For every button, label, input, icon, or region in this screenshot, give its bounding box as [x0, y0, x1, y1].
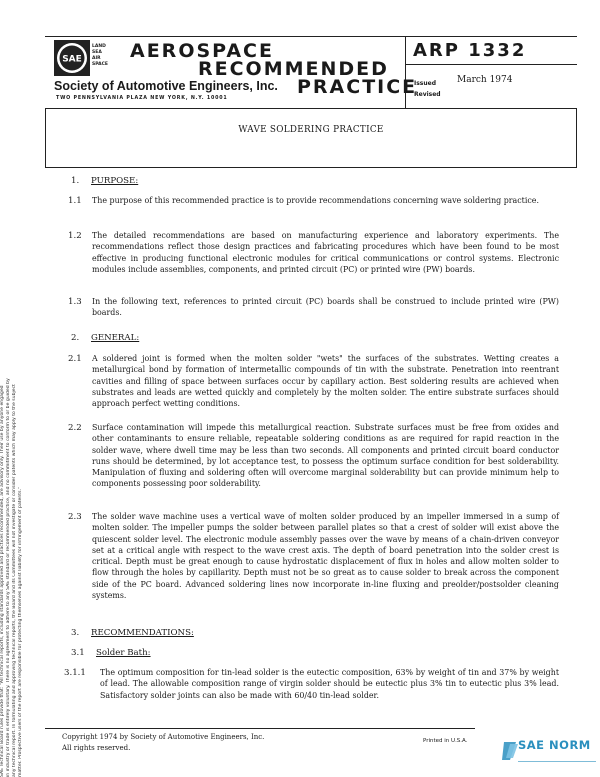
side-notice: SAE Technical Board rules provide that: "All technical reports, including standards approved and practices recommended, are advisory only. Their use by anyone engaged in industry or trade is entirely voluntary. There is no agreement to adhere to any SAE standard or recommended practice, and no commitment to conform to or be guided by any technical report. In formulating and approving technical reports, the Board and its Committees will not investigate or consider patents which may apply to the subject matter. Prospective users of the report are responsible for protecting themselves against liability for infringement of patents." — [0, 378, 23, 777]
paragraph: In the following text, references to printed circuit (PC) boards shall be construed to include printed wire (PW) boards. — [92, 297, 559, 318]
sae-logo-icon — [54, 40, 90, 76]
paragraph: The detailed recommendations are based on manufacturing experience and laboratory experiments. The recommendations reflect those design practices and fabricating procedures which have been found to be most effective in producing functional electronic modules for critical communications or control systems. Electronic modules include assemblies, components, and printed circuit (PC) or printed wire (PW) boards. — [92, 231, 559, 274]
doc-number: ARP 1332 — [413, 40, 527, 61]
title-box — [45, 108, 577, 168]
logo-side-text: LAND SEA AIR SPACE — [92, 44, 108, 67]
section-heading: RECOMMENDATIONS: — [91, 628, 194, 638]
header-top-rule — [45, 36, 577, 37]
footer-rule — [45, 728, 475, 729]
section-number: 3. — [71, 628, 80, 638]
para-number: 3.1.1 — [64, 668, 86, 678]
doc-type-line-3: PRACTICE — [297, 76, 418, 98]
doc-number-rule — [405, 64, 577, 65]
copyright: Copyright 1974 by Society of Automotive Engineers, Inc. — [62, 733, 265, 741]
para-number: 1.3 — [68, 297, 82, 307]
issued-label: Issued — [414, 80, 437, 87]
para-number: 2.3 — [68, 512, 82, 522]
para-number: 2.2 — [68, 423, 82, 433]
issued-date: March 1974 — [457, 75, 513, 85]
para-number: 1.2 — [68, 231, 82, 241]
paragraph: Surface contamination will impede this metallurgical reaction. Substrate surfaces must be free from oxides and other contaminants to ensure reliable, repeatable soldering conditions as are required for rapid reaction in the solder wave, where dwell time may be less than two seconds. All components and printed circuit board conductor runs should be determined, by lot acceptance test, to possess the optimum surface condition for best solderability. Manipulation of fluxing and soldering often will overcome marginal solderability but can provide minimum help to components possessing poor solderability. — [92, 423, 559, 489]
subsection-number: 3.1 — [71, 648, 85, 658]
paragraph: The optimum composition for tin-lead solder is the eutectic composition, 63% by weight of tin and 37% by weight of lead. The allowable composition range of virgin solder should be eutectic plus 3% tin to eutectic plus 3% lead. Satisfactory solder joints can also be made with 60/40 tin-lead solder. — [100, 668, 559, 700]
paragraph: The solder wave machine uses a vertical wave of molten solder produced by an impeller immersed in a sump of molten solder. The impeller pumps the solder between parallel plates so that a crest of solder will exist above the quiescent solder level. The electronic module assembly passes over the wave by means of a chain-driven conveyor set at a critical angle with respect to the wave crest axis. The depth of board penetration into the solder crest is critical. Depth must be great enough to cause hydrostatic displacement of flux in holes and allow molten solder to flow through the holes by capillarity. Depth must not be so great as to cause solder to break across the component side of the PC board. Advanced soldering lines now incorporate in-line fluxing and preolder/postsolder cleaning systems. — [92, 512, 559, 601]
printed-in: Printed in U.S.A. — [423, 738, 468, 744]
section-number: 1. — [71, 176, 80, 186]
society-address: TWO PENNSYLVANIA PLAZA NEW YORK, N.Y. 10001 — [56, 96, 228, 101]
logo-lettering: SAE — [62, 54, 82, 65]
revised-label: Revised — [414, 91, 441, 98]
section-heading: GENERAL: — [91, 333, 140, 343]
section-heading: PURPOSE: — [91, 176, 139, 186]
subsection-heading: Solder Bath: — [96, 648, 151, 658]
doc-title: WAVE SOLDERING PRACTICE — [238, 125, 384, 135]
section-number: 2. — [71, 333, 80, 343]
para-number: 1.1 — [68, 196, 82, 206]
paragraph: A soldered joint is formed when the molten solder "wets" the surfaces of the substrates. Wetting creates a metallurgical bond by formation of intermetallic compounds of tin with the substrate. Penetration into reentrant cavities and filling of space between surfaces occur by capillary action. Best soldering results are achieved when substrates and leads are wetted quickly and completely by the molten solder. The entire substrate surfaces should approach perfect wetting conditions. — [92, 354, 559, 409]
doc-type-line-1: AEROSPACE — [130, 40, 274, 62]
society-name: Society of Automotive Engineers, Inc. — [54, 79, 278, 93]
watermark-text: SAE NORM — [518, 738, 591, 752]
rights-statement: All rights reserved. — [62, 744, 131, 752]
paragraph: The purpose of this recommended practice is to provide recommendations concerning wave soldering practice. — [92, 196, 539, 205]
doc-type-line-2: RECOMMENDED — [198, 58, 389, 80]
para-number: 2.1 — [68, 354, 82, 364]
